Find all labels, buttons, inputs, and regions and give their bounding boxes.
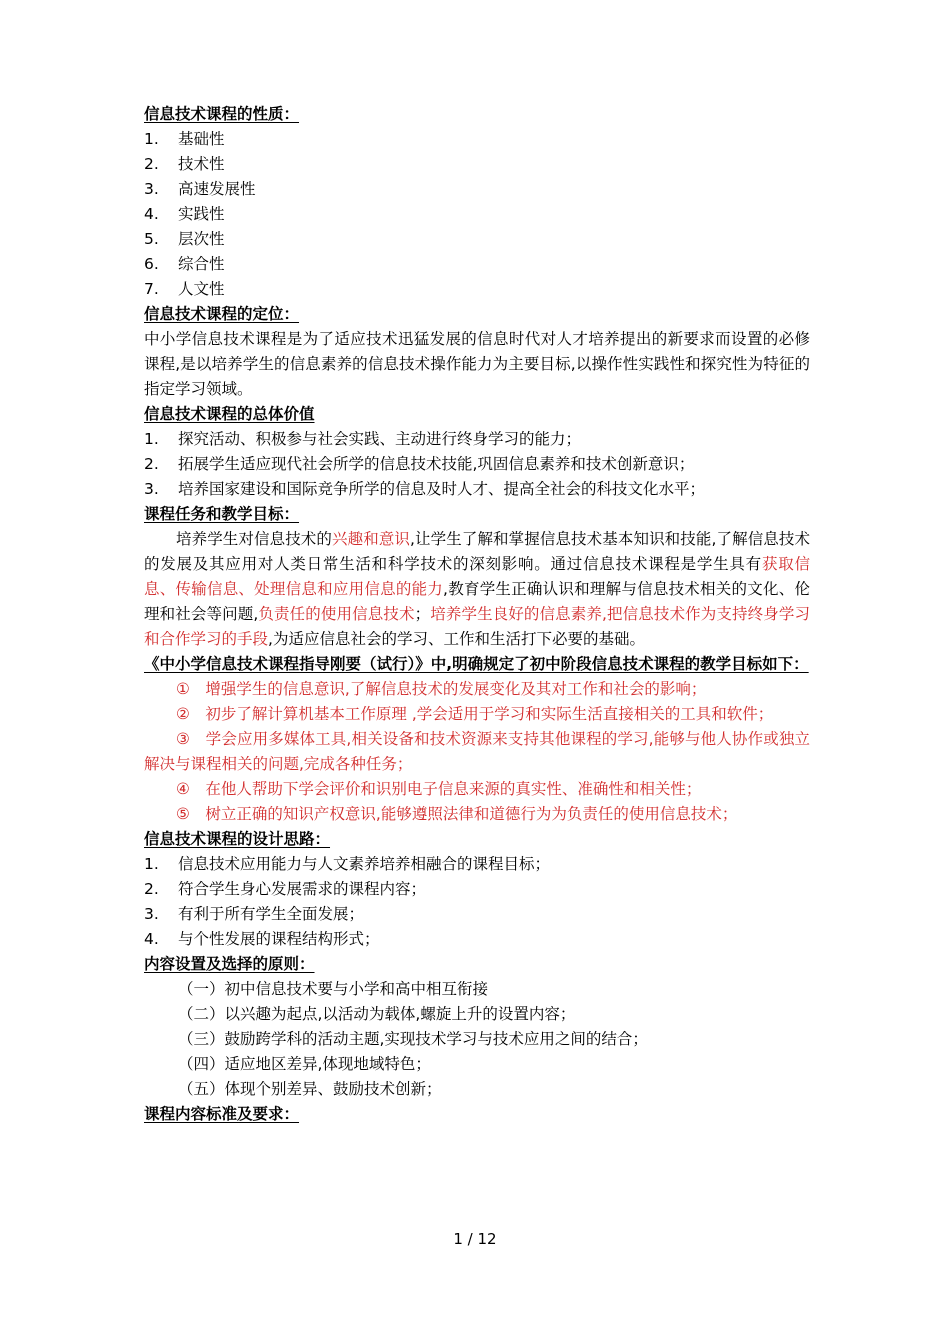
heading-outline: 《中小学信息技术课程指导刚要（试行）》中,明确规定了初中阶段信息技术课程的教学目标如下： [144,655,809,673]
page-number: 1 / 12 [453,1230,497,1248]
design-list [144,852,810,952]
highlight-text: 兴趣和意识 [332,530,411,548]
heading-goals: 课程任务和教学目标： [144,505,300,523]
list-item: 2. 拓展学生适应现代社会所学的信息技术技能,巩固信息素养和技术创新意识； [144,455,695,473]
list-item: 5. 层次性 [144,230,225,248]
heading-nature: 信息技术课程的性质： [144,105,300,123]
list-item: 2. 符合学生身心发展需求的课程内容； [144,880,427,898]
heading-standards: 课程内容标准及要求： [144,1105,300,1123]
highlight-text: 培养学生良好的信息素养,把信息技术作为支持终身学习和合作学习的手段 [144,605,810,648]
document-page [144,102,810,1127]
list-item: 2. 技术性 [144,155,225,173]
list-item: ④ 在他人帮助下学会评价和识别电子信息来源的真实性、准确性和相关性； [176,780,702,798]
list-item: （三）鼓励跨学科的活动主题,实现技术学习与技术应用之间的结合； [178,1030,648,1048]
highlight-text: 负责任的使用信息技术 [258,605,415,623]
list-item: 6. 综合性 [144,255,225,273]
list-item: ③ 学会应用多媒体工具,相关设备和技术资源来支持其他课程的学习,能够与他人协作或独立解决与课程相关的问题,完成各种任务； [144,730,810,773]
list-item: （四）适应地区差异,体现地域特色； [178,1055,431,1073]
principles-list [144,977,810,1102]
value-list [144,427,810,502]
heading-value: 信息技术课程的总体价值 [144,405,315,423]
list-item: （五）体现个别差异、鼓励技术创新； [178,1080,442,1098]
list-item: ⑤ 树立正确的知识产权意识,能够遵照法律和道德行为为负责任的使用信息技术； [176,805,738,823]
list-item: ② 初步了解计算机基本工作原理 ,学会适用于学习和实际生活直接相关的工具和软件； [176,705,774,723]
heading-position: 信息技术课程的定位： [144,305,300,323]
highlight-text: 获取信息、传输信息、处理信息和应用信息的能力 [144,555,810,598]
list-item: ① 增强学生的信息意识,了解信息技术的发展变化及其对工作和社会的影响； [176,680,707,698]
list-item: 3. 高速发展性 [144,180,256,198]
goals-paragraph: 培养学生对信息技术的兴趣和意识,让学生了解和掌握信息技术基本知识和技能,了解信息技术的发展及其应用对人类日常生活和科学技术的深刻影响。通过信息技术课程是学生具有获取信息、传输信息、处理信息和应用信息的能力,教育学生正确认识和理解与信息技术相关的文化、伦理和社会等问题,负责任的使用信息技术；培养学生良好的信息素养,把信息技术作为支持终身学习和合作学习的手段,为适应信息社会的学习、工作和生活打下必要的基础。 [144,530,810,648]
list-item: 4. 与个性发展的课程结构形式； [144,930,380,948]
list-item: 3. 培养国家建设和国际竞争所学的信息及时人才、提高全社会的科技文化水平； [144,480,706,498]
list-item: 3. 有利于所有学生全面发展； [144,905,365,923]
list-item: 1. 探究活动、积极参与社会实践、主动进行终身学习的能力； [144,430,582,448]
nature-list [144,127,810,302]
list-item: 1. 信息技术应用能力与人文素养培养相融合的课程目标； [144,855,551,873]
heading-principles: 内容设置及选择的原则： [144,955,315,973]
heading-design: 信息技术课程的设计思路： [144,830,331,848]
list-item: 7. 人文性 [144,280,225,298]
list-item: 4. 实践性 [144,205,225,223]
list-item: 1. 基础性 [144,130,225,148]
position-paragraph: 中小学信息技术课程是为了适应技术迅猛发展的信息时代对人才培养提出的新要求而设置的必修课程,是以培养学生的信息素养的信息技术操作能力为主要目标,以操作性实践性和探究性为特征的指定学习领域。 [144,330,810,398]
list-item: （一）初中信息技术要与小学和高中相互衔接 [178,980,489,998]
list-item: （二）以兴趣为起点,以活动为载体,螺旋上升的设置内容； [178,1005,576,1023]
outline-list [144,677,810,827]
